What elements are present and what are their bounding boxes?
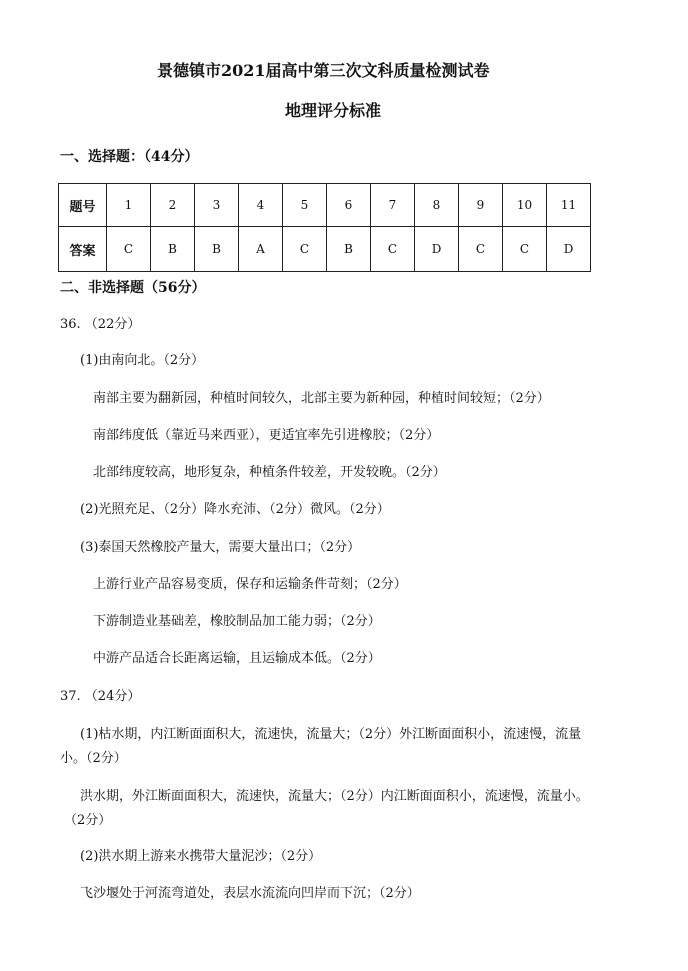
answer-line: (1)枯水期，内江断面面积大，流速快，流量大；（2分）外江断面面积小，流速慢，流量 [80, 727, 582, 742]
question-number: 5 [283, 184, 327, 227]
question-number: 6 [327, 184, 371, 227]
answer-line: 南部主要为翻新园，种植时间较久，北部主要为新种园，种植时间较短；（2分） [93, 391, 550, 406]
question-number: 7 [371, 184, 415, 227]
row-header-question: 题号 [59, 184, 107, 227]
answer-line: 上游行业产品容易变质，保存和运输条件苛刻；（2分） [93, 577, 407, 592]
question-number: 8 [415, 184, 459, 227]
answer-line: (2)光照充足、（2分）降水充沛、（2分）微风。（2分） [80, 502, 390, 517]
answer-line: 飞沙堰处于河流弯道处，表层水流流向凹岸而下沉；（2分） [80, 886, 420, 901]
section1-heading: 一、选择题：（44分） [60, 149, 199, 165]
answer-cell: C [459, 227, 503, 272]
answer-cell: D [415, 227, 459, 272]
answer-table [58, 183, 591, 272]
document-title: 景德镇市2021届高中第三次文科质量检测试卷 [157, 61, 490, 80]
answer-cell: B [195, 227, 239, 272]
answer-line: 北部纬度较高，地形复杂，种植条件较差，开发较晚。（2分） [93, 465, 446, 480]
answer-row [59, 227, 591, 272]
answer-line: 下游制造业基础差，橡胶制品加工能力弱；（2分） [93, 614, 381, 629]
answer-cell: B [327, 227, 371, 272]
answer-cell: A [239, 227, 283, 272]
answer-cell: B [151, 227, 195, 272]
question-number: 2 [151, 184, 195, 227]
answer-line: (3)泰国天然橡胶产量大，需要大量出口；（2分） [80, 540, 361, 555]
answer-cell: C [503, 227, 547, 272]
answer-line: (2)洪水期上游来水携带大量泥沙；（2分） [80, 849, 322, 864]
answer-line: 南部纬度低（靠近马来西亚），更适宜率先引进橡胶；（2分） [93, 428, 440, 443]
answer-line: 小。（2分） [60, 751, 127, 766]
section2-heading: 二、非选择题（56分） [60, 280, 206, 296]
answer-line: （2分） [64, 813, 112, 828]
answer-line: 洪水期，外江断面面积大，流速快，流量大；（2分）内江断面面积小，流速慢，流量小。 [80, 789, 589, 804]
answer-cell: C [283, 227, 327, 272]
answer-cell: C [371, 227, 415, 272]
row-header-answer: 答案 [59, 227, 107, 272]
answer-line: 中游产品适合长距离运输，且运输成本低。（2分） [93, 651, 381, 666]
answer-cell: D [547, 227, 591, 272]
question-number: 4 [239, 184, 283, 227]
question-number: 11 [547, 184, 591, 227]
question-number: 3 [195, 184, 239, 227]
answer-line: (1)由南向北。（2分） [80, 353, 205, 368]
document-subtitle: 地理评分标准 [285, 101, 382, 120]
question-36-heading: 36. （22分） [60, 317, 141, 332]
question-number: 9 [459, 184, 503, 227]
answer-cell: C [107, 227, 151, 272]
question-number: 10 [503, 184, 547, 227]
question-37-heading: 37. （24分） [60, 689, 141, 704]
question-number: 1 [107, 184, 151, 227]
question-number-row [59, 184, 591, 227]
